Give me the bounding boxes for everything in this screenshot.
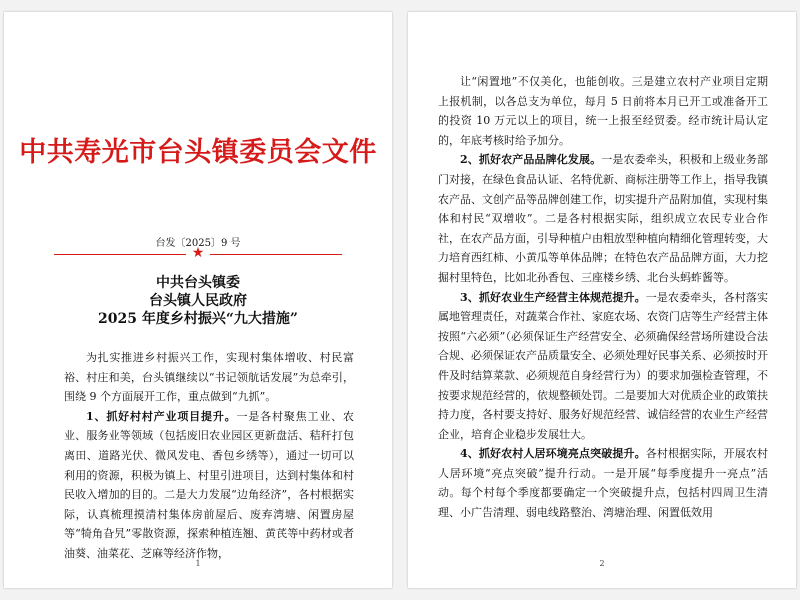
item-4-title: 4、抓好农村人居环境亮点突破提升。 xyxy=(460,447,646,461)
item-1-title: 1、抓好村村产业项目提升。 xyxy=(86,409,237,423)
document-page-2 xyxy=(408,12,796,588)
document-number: 台发〔2025〕9 号 xyxy=(155,238,241,249)
page-2-body xyxy=(438,72,768,523)
document-page-1 xyxy=(4,12,392,588)
item-3-body: 一是农委牵头，各村落实属地管理责任，对蔬菜合作社、家庭农场、农资门店等生产经营主体按照“六必须”（必须保证生产经营安全、必须确保经营场所建设合法合规、必须保证农产品质量安全、必须处理好民事关系、必须按时开件及时结算菜款、必须规范自身经营行为）的要求加强检查管理，不按要求规范经营的，依规整顿处罚。二是要加大对优质企业的政策扶持力度，各村要支持好、服务好规范经营、诚信经营的农业生产经营企业，培育企业稳步发展壮大。 xyxy=(438,290,769,441)
item-4-paragraph xyxy=(438,444,768,522)
item-1-body: 一是各村聚焦工业、农业、服务业等领域（包括废旧农业园区更新盘活、秸秆打包离田、道路光伏、微风发电、香包乡绣等），通过一切可以利用的资源，积极为镇上、村里引进项目，达到村集体和村民收入增加的目的。二是大力发展“边角经济”，各村根据实际，认真梳理摸清村集体房前屋后、废弃湾塘、闲置房屋等“犄角旮旯”零散资源，探索种植连翘、黄芪等中药材或者油葵、油菜花、芝麻等经济作物， xyxy=(64,409,355,560)
item-2-paragraph xyxy=(438,150,768,287)
continued-paragraph: 让“闲置地”不仅美化，也能创收。三是建立农村产业项目定期上报机制，以各总支为单位，每月 5 日前将本月已开工或准备开工的投资 10 万元以上的项目，统一上报至经贸委。经市统计局认定的，年底考核时给予加分。 xyxy=(438,75,768,147)
item-3-paragraph xyxy=(438,288,768,445)
intro-paragraph: 为扎实推进乡村振兴工作，实现村集体增收、村民富裕、村庄和美，台头镇继续以“书记领航话发展”为总牵引，围绕 9 个方面展开工作，重点做到“九抓”。 xyxy=(64,351,354,404)
document-title: 2025 年度乡村振兴“九大措施” xyxy=(98,311,298,327)
item-2-title: 2、抓好农产品品牌化发展。 xyxy=(460,153,602,167)
red-star-icon: ★ xyxy=(191,245,205,261)
item-1-paragraph xyxy=(64,407,354,564)
page-1-body xyxy=(64,348,354,564)
document-red-header: 中共寿光市台头镇委员会文件 xyxy=(19,137,377,168)
item-3-title: 3、抓好农业生产经营主体规范提升。 xyxy=(460,290,646,304)
page-number: 2 xyxy=(599,559,605,568)
red-divider-left xyxy=(54,254,186,255)
item-2-body: 一是农委牵头，积极和上级业务部门对接，在绿色食品认证、名特优新、商标注册等工作上，指导我镇农产品、文创产品等品牌创建工作，切实提升产品附加值，实现村集体和村民“双增收”。二是各村根据实际，组织成立农民专业合作社，在农产品方面，引导种植户由粗放型种植向精细化管理转变，大力培育西红柿、小黄瓜等单体品牌；在特色农产品品牌方面，大力挖掘村里特色，比如北孙香包、三座楼乡绣、北台头蚂蚱酱等。 xyxy=(438,153,768,284)
issuer-line-2: 台头镇人民政府 xyxy=(149,293,247,309)
item-4-body: 各村根据实际，开展农村人居环境“亮点突破”提升行动。一是开展“每季度提升一亮点”活动。每个村每个季度都要确定一个突破提升点，包括村四周卫生清理、小广告清理、弱电线路整治、湾塘治理、闲置低效用 xyxy=(438,447,769,520)
page-number: 1 xyxy=(195,559,201,568)
red-divider-right xyxy=(210,254,342,255)
issuer-line-1: 中共台头镇委 xyxy=(156,275,240,291)
